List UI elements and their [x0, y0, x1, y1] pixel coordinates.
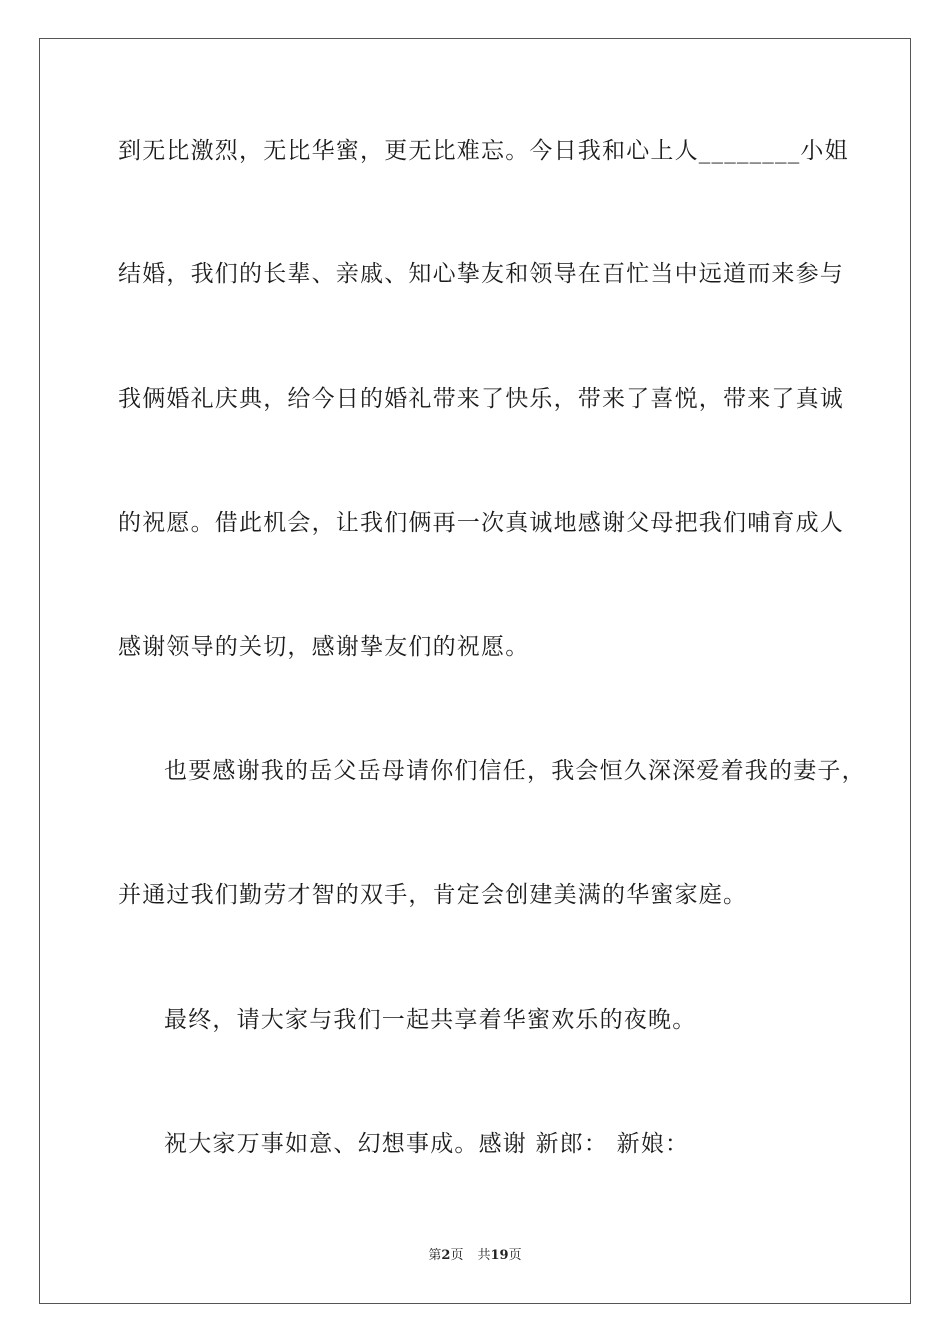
page-suffix: 页	[450, 1248, 464, 1263]
total-suffix: 页	[508, 1248, 522, 1263]
page-number: 2	[441, 1248, 451, 1263]
body-line-5: 感谢领导的关切，感谢挚友们的祝愿。	[118, 634, 530, 660]
paragraph-line-closing: 最终，请大家与我们一起共享着华蜜欢乐的夜晚。	[164, 1007, 697, 1033]
total-pages: 19	[490, 1248, 509, 1263]
body-line-4: 的祝愿。借此机会，让我们俩再一次真诚地感谢父母把我们哺育成人	[118, 510, 844, 536]
body-line-7: 并通过我们勤劳才智的双手，肯定会创建美满的华蜜家庭。	[118, 882, 748, 908]
body-line-1: 到无比激烈，无比华蜜，更无比难忘。今日我和心上人________小姐	[118, 138, 849, 164]
paragraph-line-gratitude: 也要感谢我的岳父岳母请你们信任，我会恒久深深爱着我的妻子，	[164, 758, 866, 784]
body-line-2: 结婚，我们的长辈、亲戚、知心挚友和领导在百忙当中远道而来参与	[118, 261, 844, 287]
body-line-3: 我俩婚礼庆典，给今日的婚礼带来了快乐，带来了喜悦，带来了真诚	[118, 386, 844, 412]
page-prefix: 第	[428, 1248, 442, 1263]
page-footer	[0, 1248, 950, 1264]
total-prefix: 共	[477, 1248, 491, 1263]
page-border	[39, 38, 911, 1304]
paragraph-line-wishes: 祝大家万事如意、幻想事成。感谢 新郎： 新娘：	[164, 1131, 690, 1157]
